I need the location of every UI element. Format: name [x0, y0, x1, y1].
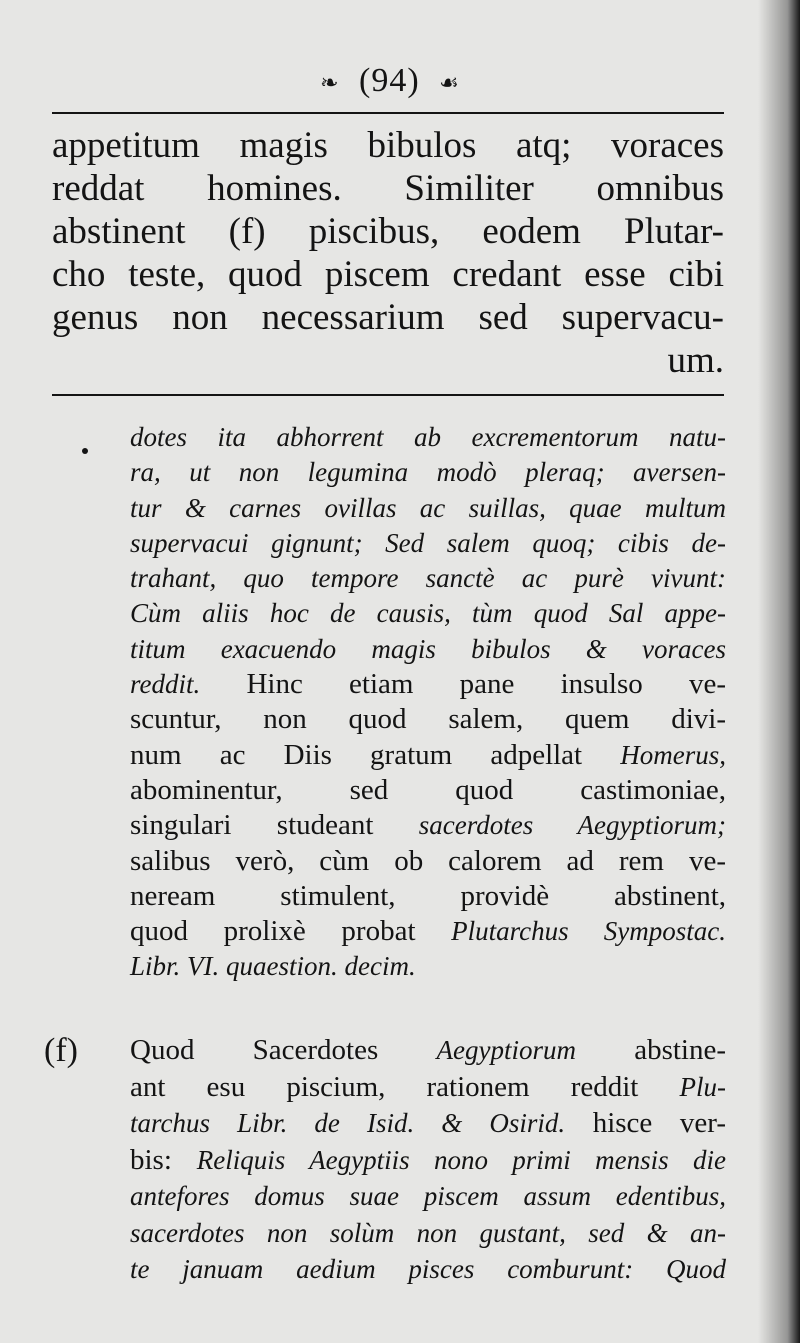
- italic-text: ra, ut non legumina modò pleraq; aversen-: [130, 457, 726, 488]
- footnote-line: [130, 1142, 726, 1179]
- ornament-right-icon: ☙: [439, 70, 460, 96]
- roman-text: neream stimulent, providè abstinent,: [130, 879, 726, 912]
- italic-text: tarchus Libr. de Isid. & Osirid.: [130, 1108, 566, 1138]
- footnote-line: [130, 1105, 726, 1142]
- roman-text: abstine-: [575, 1034, 726, 1066]
- italic-text: sacerdotes Aegyptiorum;: [418, 810, 726, 841]
- page-edge-shadow: [758, 0, 800, 1343]
- roman-text: hisce ver-: [565, 1107, 726, 1139]
- italic-text: Plu-: [679, 1071, 726, 1102]
- footnote-line: [130, 455, 726, 490]
- footnote-line: [130, 1215, 726, 1252]
- roman-text: salibus verò, cùm ob calorem ad rem ve-: [130, 844, 726, 877]
- roman-text: singulari studeant: [130, 809, 419, 842]
- italic-text: Aegyptiorum: [436, 1035, 576, 1065]
- footnote-line: [130, 491, 726, 526]
- roman-text: abominentur, sed quod castimoniae,: [130, 773, 726, 806]
- italic-text: titum exacuendo magis bibulos & voraces: [130, 633, 726, 664]
- italic-text: supervacui gignunt; Sed salem quoq; cibis de-: [130, 527, 726, 558]
- main-line: appetitum magis bibulos atq; voraces: [52, 125, 724, 166]
- main-text: [52, 124, 724, 382]
- italic-text: Cùm aliis hoc de causis, tùm quod Sal appe-: [130, 598, 726, 629]
- header-rule: [52, 112, 724, 114]
- main-line: cho teste, quod piscem credant esse cibi: [52, 254, 724, 295]
- footnote-line: [130, 1032, 726, 1069]
- ornament-left-icon: ❧: [320, 70, 340, 96]
- main-line: um.: [667, 340, 724, 381]
- footnote-line: [130, 879, 726, 914]
- roman-text: ant esu piscium, rationem reddit: [130, 1070, 680, 1103]
- footnote-line: [130, 844, 726, 879]
- italic-text: Libr. VI. quaestion. decim.: [130, 951, 416, 982]
- footnote-line: [130, 949, 726, 984]
- footnote-line: [130, 738, 726, 773]
- footnote-line: [130, 526, 726, 561]
- italic-text: Plutarchus Sympostac.: [451, 916, 726, 947]
- roman-text: Hinc etiam pane insulso ve-: [200, 668, 726, 701]
- footnote-line: [130, 632, 726, 667]
- margin-dot: [82, 448, 88, 454]
- footnote-line: [130, 808, 726, 843]
- italic-text: antefores domus suae piscem assum edentibus,: [130, 1181, 726, 1211]
- italic-text: reddit.: [130, 669, 201, 700]
- footnote-line: [130, 596, 726, 631]
- italic-text: tur & carnes ovillas ac suillas, quae multum: [130, 492, 726, 523]
- footnote-line: [130, 667, 726, 702]
- roman-text: bis:: [130, 1143, 197, 1176]
- roman-text: Quod Sacerdotes: [130, 1034, 437, 1066]
- italic-text: te januam aedium pisces comburunt: Quod: [130, 1254, 726, 1284]
- footnote-continuation: [130, 420, 726, 985]
- footnote-f-marker: (f): [44, 1032, 78, 1069]
- roman-text: scuntur, non quod salem, quem divi-: [130, 703, 726, 736]
- footnote-line: [130, 561, 726, 596]
- footnote-line: [130, 1178, 726, 1215]
- footnote-rule: [52, 394, 724, 396]
- footnote-line: [130, 1251, 726, 1288]
- italic-text: dotes ita abhorrent ab excrementorum natu-: [130, 422, 726, 452]
- roman-text: num ac Diis gratum adpellat: [130, 738, 621, 771]
- page-header: [0, 62, 780, 100]
- roman-text: quod prolixè probat: [130, 915, 452, 948]
- footnote-f: [130, 1032, 726, 1288]
- main-line: reddat homines. Similiter omnibus: [52, 168, 724, 209]
- footnote-line: [130, 702, 726, 737]
- italic-text: trahant, quo tempore sanctè ac purè vivunt:: [130, 563, 726, 594]
- page-number: (94): [359, 62, 420, 99]
- footnote-line: [130, 773, 726, 808]
- footnote-line: [130, 420, 726, 455]
- italic-text: Reliquis Aegyptiis nono primi mensis die: [196, 1144, 727, 1175]
- main-line: genus non necessarium sed supervacu-: [52, 297, 724, 338]
- italic-text: Homerus,: [620, 739, 726, 770]
- footnote-line: [130, 914, 726, 949]
- footnote-line: [130, 1069, 726, 1106]
- italic-text: sacerdotes non solùm non gustant, sed & an-: [130, 1217, 726, 1248]
- main-line: abstinent (f) piscibus, eodem Plutar-: [52, 211, 724, 252]
